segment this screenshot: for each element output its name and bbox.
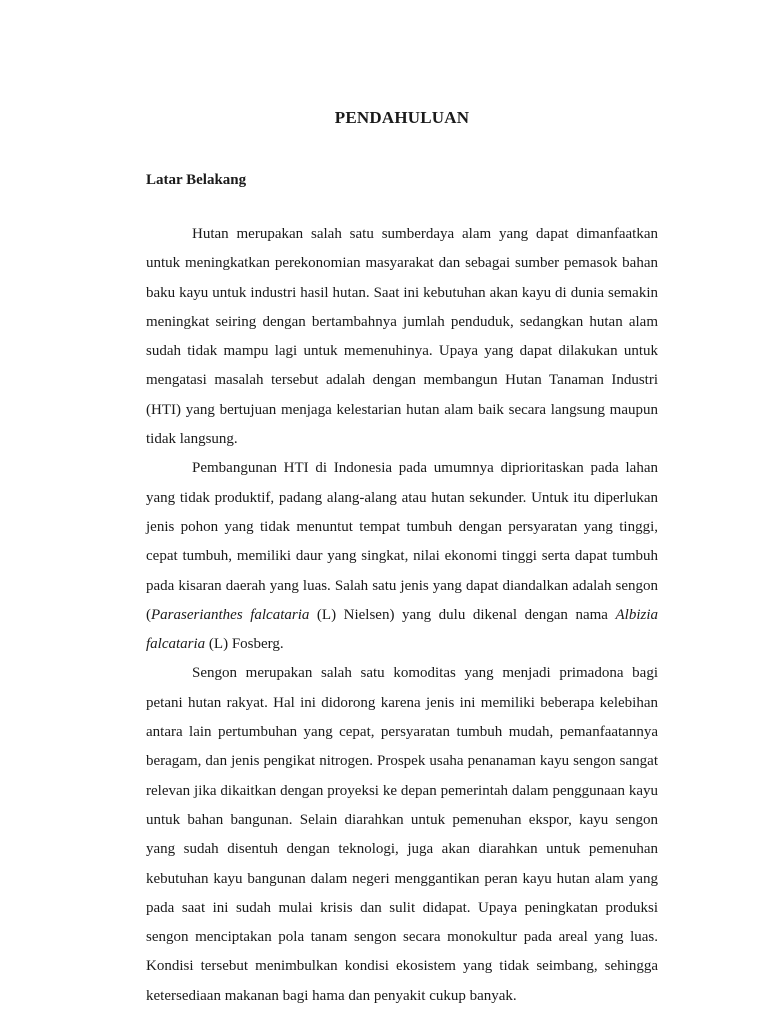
paragraph-2-text-c: (L) Fosberg. — [205, 636, 284, 653]
body-text — [146, 220, 658, 1011]
paragraph-2 — [146, 454, 658, 659]
paragraph-2-text-a: Pembangunan HTI di Indonesia pada umumnya diprioritaskan pada lahan yang tidak produktif, padang alang-alang atau hutan sekunder. Untuk itu diperlukan jenis pohon yang tidak menuntut tempat tumbuh dengan persyaratan yang tinggi, cepat tumbuh, memiliki daur yang singkat, nilai ekonomi tinggi serta dapat tumbuh pada kisaran daerah yang luas. Salah satu jenis yang dapat diandalkan adalah sengon ( — [146, 460, 658, 623]
species-name-italic: Paraserianthes falcataria — [151, 606, 310, 623]
paragraph-1: Hutan merupakan salah satu sumberdaya alam yang dapat dimanfaatkan untuk meningkatkan perekonomian masyarakat dan sebagai sumber pemasok bahan baku kayu untuk industri hasil hutan. Saat ini kebutuhan akan kayu di dunia semakin meningkat seiring dengan bertambahnya jumlah penduduk, sedangkan hutan alam sudah tidak mampu lagi untuk memenuhinya. Upaya yang dapat dilakukan untuk mengatasi masalah tersebut adalah dengan membangun Hutan Tanaman Industri (HTI) yang bertujuan menjaga kelestarian hutan alam baik secara langsung maupun tidak langsung. — [146, 226, 658, 448]
paragraph-3: Sengon merupakan salah satu komoditas yang menjadi primadona bagi petani hutan rakyat. Hal ini didorong karena jenis ini memiliki beberapa kelebihan antara lain pertumbuhan yang cepat, persyaratan tumbuh mudah, pemanfaatannya beragam, dan jenis pengikat nitrogen. Prospek usaha penanaman kayu sengon sangat relevan jika dikaitkan dengan proyeksi ke depan pemerintah dalam penggunaan kayu untuk bahan bangunan. Selain diarahkan untuk pemenuhan ekspor, kayu sengon yang sudah disentuh dengan teknologi, juga akan diarahkan untuk pemenuhan kebutuhan kayu bangunan dalam negeri menggantikan peran kayu hutan alam yang pada saat ini sudah mulai krisis dan sulit didapat. Upaya peningkatan produksi sengon menciptakan pola tanam sengon secara monokultur pada areal yang luas. Kondisi tersebut menimbulkan kondisi ekosistem yang tidak seimbang, sehingga ketersediaan makanan bagi hama dan penyakit cukup banyak. — [146, 665, 658, 1004]
synonym-name-italic: Albizia falcataria — [146, 606, 658, 653]
page-title: PENDAHULUAN — [334, 108, 470, 127]
paragraph-2-text-b: (L) Nielsen) yang dulu dikenal dengan nama — [309, 606, 616, 623]
section-heading: Latar Belakang — [146, 172, 247, 188]
